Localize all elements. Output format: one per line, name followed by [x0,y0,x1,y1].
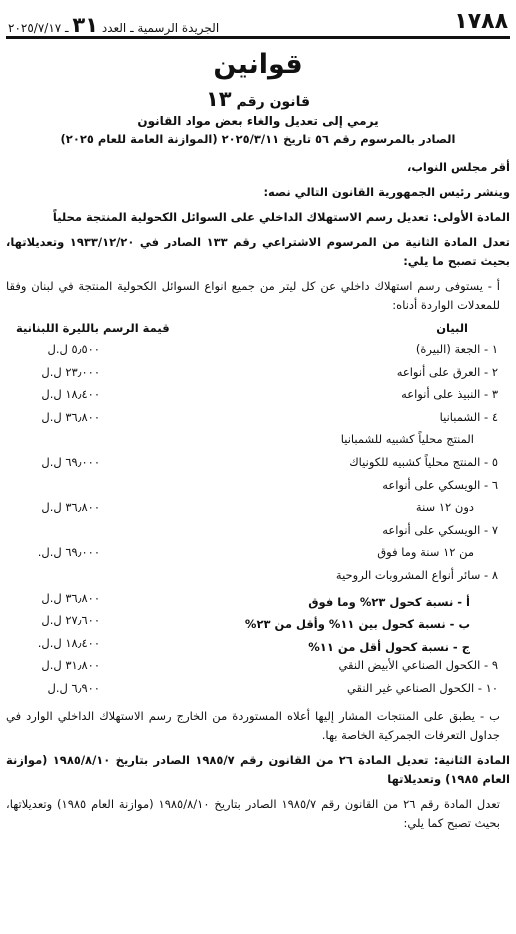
row-price: ٦٩٫٠٠٠ ل.ل [41,454,100,469]
gazette-page [6,4,510,833]
section-title: قوانين [213,49,303,80]
article-2-heading: المادة الثانية: تعديل المادة ٢٦ من القانون رقم ١٩٨٥/٧ الصادر بتاريخ ١٩٨٥/٨/١٠ (موازنة العام ١٩٨٥) وتعديلاتها [6,752,510,786]
row-price: ٦٩٫٠٠٠ ل.ل. [37,545,100,560]
row-price: ٢٣٫٠٠٠ ل.ل [41,364,100,379]
row-item-label: أ - نسبة كحول ٢٣% وما فوق [308,594,470,609]
row-price: ١٨٫٤٠٠ ل.ل [41,387,100,402]
clause-a: أ - يستوفى رسم استهلاك داخلي عن كل ليتر من جميع انواع السوائل الكحولية المنتجة في لبنان وفقا للمعدلات الواردة أدناه: [6,279,500,312]
law-subtitle: يرمي إلى تعديل والغاء بعض مواد القانون [137,114,379,128]
rates-table [6,317,510,701]
row-price: ٣٦٫٨٠٠ ل.ل [41,500,100,515]
table-row [6,542,510,565]
column-header-price: قيمة الرسم بالليرة اللبنانية [16,321,170,335]
table-header [6,317,510,339]
table-row [6,452,510,475]
table-row [6,497,510,520]
row-price: ٦٫٩٠٠ ل.ل [47,680,100,695]
row-item-label: ٤ - الشمبانيا [439,409,498,424]
law-issued-line: الصادر بالمرسوم رقم ٥٦ تاريخ ٢٠٢٥/٣/١١ (الموازنة العامة للعام ٢٠٢٥) [60,132,456,146]
table-row [6,565,510,588]
row-item-label: ٥ - المنتج محلياً كشبيه للكونياك [349,454,498,469]
row-price: ٣٦٫٨٠٠ ل.ل [41,590,100,605]
row-price: ٣٦٫٨٠٠ ل.ل [41,409,100,424]
row-item-label: ٩ - الكحول الصناعي الأبيض النقي [338,658,498,673]
table-row [6,655,510,678]
law-number [6,87,510,111]
row-item-label: ٣ - النبيذ على أنواعه [401,387,498,402]
page-header [6,4,510,37]
article-2-text: تعدل المادة رقم ٢٦ من القانون رقم ١٩٨٥/٧ الصادر بتاريخ ١٩٨٥/٨/١٠ (موازنة العام ١٩٨٥) وتعديلاتها، بحيث تصبح كما يلي: [6,796,500,830]
table-row [6,475,510,498]
table-row [6,520,510,543]
law-number-value: ١٣ [205,87,232,111]
clause-b: ب - يطبق على المنتجات المشار إليها أعلاه المستوردة من الخارج رسم الاستهلاك الداخلي الوارد في جداول التعرفات الجمركية الخاصة بها. [6,708,500,742]
row-item-label: ١٠ - الكحول الصناعي غير النقي [346,680,498,695]
table-row [6,678,510,701]
row-item-label: ١ - الجعة (البيرة) [415,342,498,356]
issue-number: ٣١ [72,13,99,37]
parliament-line: أقر مجلس النواب، [406,160,510,174]
table-body [6,339,510,701]
row-item-label: المنتج محلياً كشبيه للشمبانيا [340,432,474,447]
table-row [6,362,510,385]
article-1-text: تعدل المادة الثانية من المرسوم الاشتراعي رقم ١٣٣ الصادر في ١٩٣٣/١٢/٢٠ وتعديلاتها، بحيث تصبح ما يلي: [6,235,510,268]
row-item-label: ٨ - سائر أنواع المشروبات الروحية [335,567,498,582]
row-item-label: ٢ - العرق على أنواعه [396,364,498,379]
row-item-label: ب - نسبة كحول بين ١١% وأقل من ٢٣% [244,617,470,632]
table-row [6,610,510,633]
law-label: قانون رقم [236,94,310,110]
table-row [6,633,510,656]
table-row [6,384,510,407]
article-1-heading: المادة الأولى: تعديل رسم الاستهلاك الداخلي على السوائل الكحولية المنتجة محلياً [52,210,510,224]
journal-name: الجريدة الرسمية ـ العدد [101,21,220,35]
row-item-label: من ١٢ سنة وما فوق [377,545,474,560]
row-item-label: ٦ - الويسكي على أنواعه [382,477,498,492]
row-item-label: دون ١٢ سنة [415,500,474,515]
issue-date: ـ ٢٠٢٥/٧/١٧ [8,21,69,35]
row-price: ٣١٫٨٠٠ ل.ل [41,658,100,673]
column-header-item: البيان [436,321,468,335]
table-row [6,588,510,611]
page-number: ١٧٨٨ [454,9,508,34]
row-item-label: ٧ - الويسكي على أنواعه [382,522,498,537]
promulgation-line: وينشر رئيس الجمهورية القانون التالي نصه: [263,185,510,199]
row-price: ٥٫٥٠٠ ل.ل [47,342,100,356]
row-price: ٢٧٫٦٠٠ ل.ل [41,613,100,628]
table-row [6,339,510,362]
journal-info [8,13,219,37]
table-row [6,429,510,452]
row-price: ١٨٫٤٠٠ ل.ل. [37,635,100,650]
row-item-label: ج - نسبة كحول أقل من ١١% [308,639,470,654]
table-row [6,407,510,430]
